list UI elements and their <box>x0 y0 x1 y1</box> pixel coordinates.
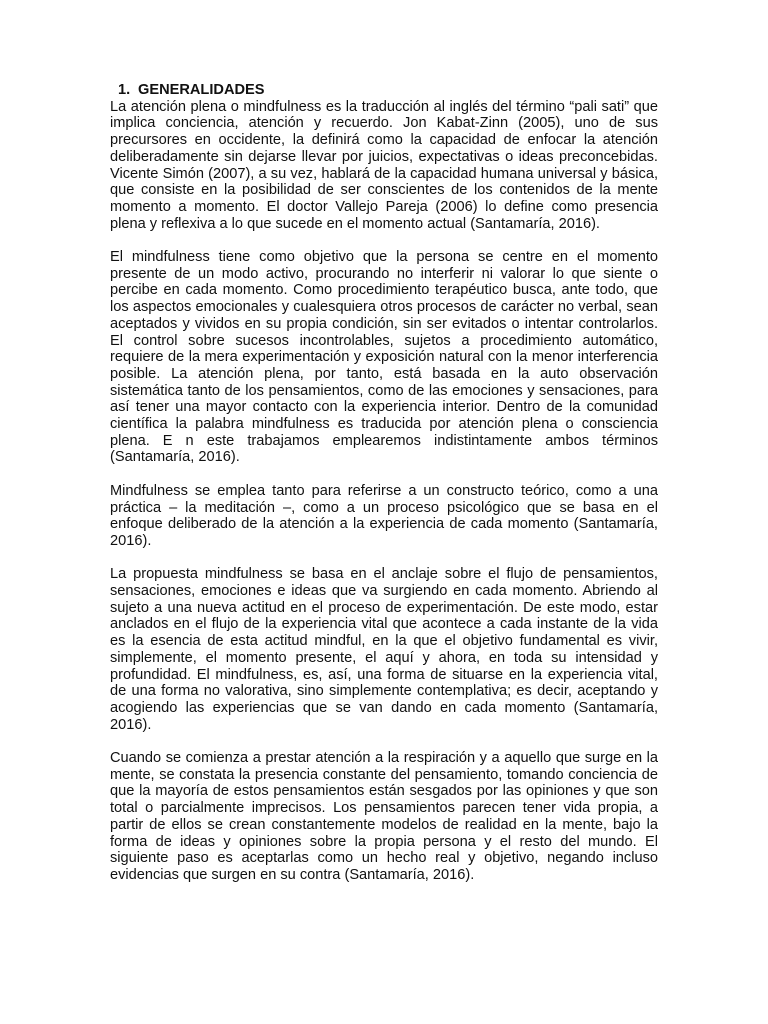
section-title: GENERALIDADES <box>138 82 265 98</box>
section-heading <box>110 82 658 99</box>
document-page <box>110 82 658 884</box>
paragraph-construct: Mindfulness se emplea tanto para referirse a un constructo teórico, como a una práctica – la meditación –, como a un proceso psicológico que se basa en el enfoque deliberado de la atención a la experiencia de cada momento (Santamaría, 2016). <box>110 482 658 549</box>
paragraph-objective: El mindfulness tiene como objetivo que la persona se centre en el momento presente de un modo activo, procurando no interferir ni valorar lo que siente o percibe en cada momento. Como procedimiento terapéutico busca, ante todo, que los aspectos emocionales y cualesquiera otros procesos de carácter no verbal, sean aceptados y vividos en su propia condición, sin ser evitados o intentar controlarlos. El control sobre sucesos incontrolables, sujetos a procedimiento automático, requiere de la mera experimentación y exposición natural con la menor interferencia posible. La atención plena, por tanto, está basada en la auto observación sistemática tanto de los pensamientos, como de las emociones y sensaciones, para así tener una mayor contacto con la experiencia interior. Dentro de la comunidad científica la palabra mindfulness es traducida por atención plena o consciencia plena. E n este trabajamos emplearemos indistintamente ambos términos (Santamaría, 2016). <box>110 249 658 466</box>
paragraph-attention: Cuando se comienza a prestar atención a la respiración y a aquello que surge en la mente, se constata la presencia constante del pensamiento, tomando conciencia de que la mayoría de estos pensamientos están sesgados por las opiniones y que son total o parcialmente imprecisos. Los pensamientos parecen tener vida propia, a partir de ellos se crean constantemente modelos de realidad en la mente, bajo la forma de ideas y opiniones sobre la propia persona y el resto del mundo. El siguiente paso es aceptarlas como un hecho real y objetivo, negando incluso evidencias que surgen en su contra (Santamaría, 2016). <box>110 750 658 883</box>
section-number: 1. <box>118 82 131 98</box>
paragraph-definition: La atención plena o mindfulness es la traducción al inglés del término “pali sati” que implica conciencia, atención y recuerdo. Jon Kabat-Zinn (2005), uno de sus precursores en occidente, la definirá como la capacidad de enfocar la atención deliberadamente sin dejarse llevar por juicios, expectativas o ideas preconcebidas. Vicente Simón (2007), a su vez, hablará de la capacidad humana universal y básica, que consiste en la posibilidad de ser conscientes de los contenidos de la mente momento a momento. El doctor Vallejo Pareja (2006) lo define como presencia plena y reflexiva a lo que sucede en el momento actual (Santamaría, 2016). <box>110 98 658 232</box>
paragraph-proposal: La propuesta mindfulness se basa en el anclaje sobre el flujo de pensamientos, sensaciones, emociones e ideas que va surgiendo en cada momento. Abriendo al sujeto a una nueva actitud en el proceso de experimentación. De este modo, estar anclados en el flujo de la experiencia vital que acontece a cada instante de la vida es la esencia de esta actitud mindful, en la que el objetivo fundamental es vivir, simplemente, el momento presente, el aquí y ahora, en toda su intensidad y profundidad. El mindfulness, es, así, una forma de situarse en la experiencia vital, de una forma no valorativa, sino simplemente contemplativa; es decir, aceptando y acogiendo las experiencias que se van dando en cada momento (Santamaría, 2016). <box>110 566 658 733</box>
